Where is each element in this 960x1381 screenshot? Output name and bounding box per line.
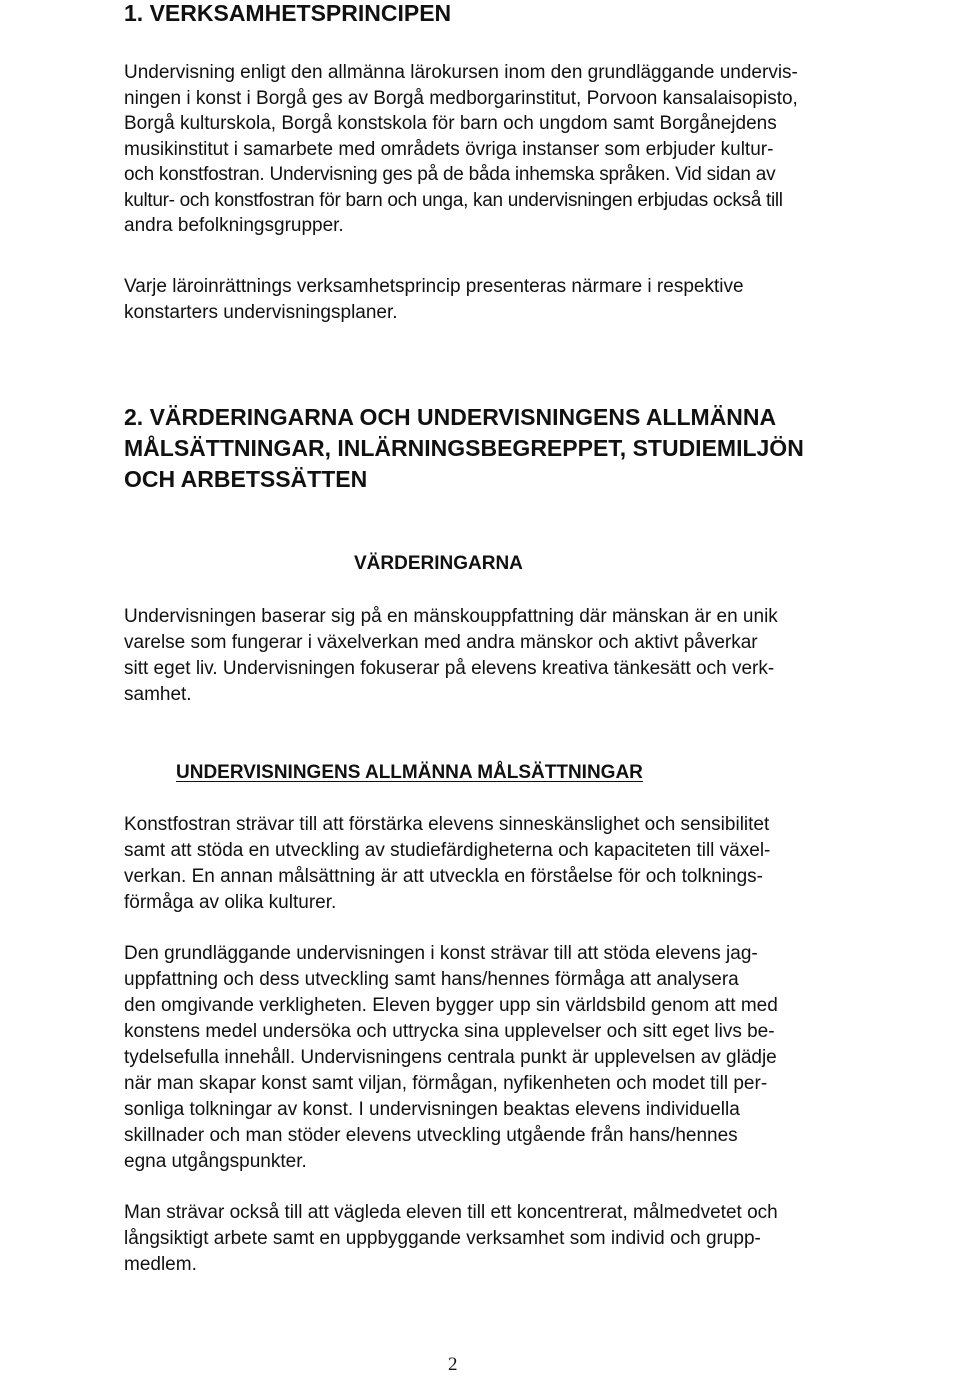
goals-heading: UNDERVISNINGENS ALLMÄNNA MÅLSÄTTNINGAR [176, 762, 643, 783]
text-line: sitt eget liv. Undervisningen fokuserar på elevens kreativa tänkesätt och verk- [124, 658, 775, 679]
text-line: konstarters undervisningsplaner. [124, 302, 398, 323]
heading-line: MÅLSÄTTNINGAR, INLÄRNINGSBEGREPPET, STUDIEMILJÖN [124, 435, 804, 461]
text-line: Konstfostran strävar till att förstärka elevens sinneskänslighet och sensibilitet [124, 814, 770, 835]
text-line: när man skapar konst samt viljan, förmågan, nyfikenheten och modet till per- [124, 1073, 768, 1094]
goals-paragraph-3 [124, 1200, 778, 1278]
page-number: 2 [448, 1354, 458, 1375]
text-line: varelse som fungerar i växelverkan med andra mänskor och aktivt påverkar [124, 632, 758, 653]
text-line: Borgå kulturskola, Borgå konstskola för barn och ungdom samt Borgånejdens [124, 113, 777, 134]
text-line: ningen i konst i Borgå ges av Borgå medborgarinstitut, Porvoon kansalaisopisto, [124, 87, 798, 109]
text-line: Den grundläggande undervisningen i konst strävar till att stöda elevens jag- [124, 943, 758, 964]
heading-line: 2. VÄRDERINGARNA OCH UNDERVISNINGENS ALLMÄNNA [124, 404, 777, 430]
text-line: samt att stöda en utveckling av studiefärdigheterna och kapaciteten till växel- [124, 840, 771, 861]
text-line: Undervisning enligt den allmänna lärokursen inom den grundläggande undervis- [124, 62, 798, 83]
text-line: samhet. [124, 684, 192, 705]
text-line: sonliga tolkningar av konst. I undervisningen beaktas elevens individuella [124, 1099, 740, 1120]
text-line: uppfattning och dess utveckling samt hans/hennes förmåga att analysera [124, 969, 739, 990]
values-paragraph [124, 604, 778, 708]
text-line: musikinstitut i samarbete med områdets övriga instanser som erbjuder kultur- [124, 138, 774, 160]
heading-line: OCH ARBETSSÄTTEN [124, 466, 368, 492]
values-heading: VÄRDERINGARNA [354, 553, 523, 574]
section-2-heading [124, 402, 804, 495]
text-line: Man strävar också till att vägleda eleven till ett koncentrerat, målmedvetet och [124, 1202, 778, 1223]
text-line: skillnader och man stöder elevens utveckling utgående från hans/hennes [124, 1125, 738, 1146]
text-line: egna utgångspunkter. [124, 1151, 307, 1172]
goals-paragraph-1 [124, 812, 770, 916]
text-line: den omgivande verkligheten. Eleven bygger upp sin världsbild genom att med [124, 995, 778, 1016]
text-line: kultur- och konstfostran för barn och unga, kan undervisningen erbjudas också till [124, 189, 783, 211]
goals-paragraph-2 [124, 941, 778, 1175]
section-1-heading: 1. VERKSAMHETSPRINCIPEN [124, 0, 452, 26]
text-line: tydelsefulla innehåll. Undervisningens centrala punkt är upplevelsen av glädje [124, 1047, 777, 1068]
text-line: konstens medel undersöka och uttrycka sina upplevelser och sitt eget livs be- [124, 1021, 775, 1042]
section-1-paragraph-2 [124, 274, 744, 326]
text-line: verkan. En annan målsättning är att utveckla en förståelse för och tolknings- [124, 866, 763, 887]
text-line: långsiktigt arbete samt en uppbyggande verksamhet som individ och grupp- [124, 1228, 761, 1249]
section-1-paragraph-1 [124, 60, 798, 239]
text-line: förmåga av olika kulturer. [124, 892, 337, 913]
text-line: medlem. [124, 1254, 197, 1275]
text-line: Varje läroinrättnings verksamhetsprincip presenteras närmare i respektive [124, 276, 744, 297]
text-line: och konstfostran. Undervisning ges på de båda inhemska språken. Vid sidan av [124, 164, 776, 185]
text-line: Undervisningen baserar sig på en mänskouppfattning där mänskan är en unik [124, 606, 778, 627]
text-line: andra befolkningsgrupper. [124, 215, 344, 236]
